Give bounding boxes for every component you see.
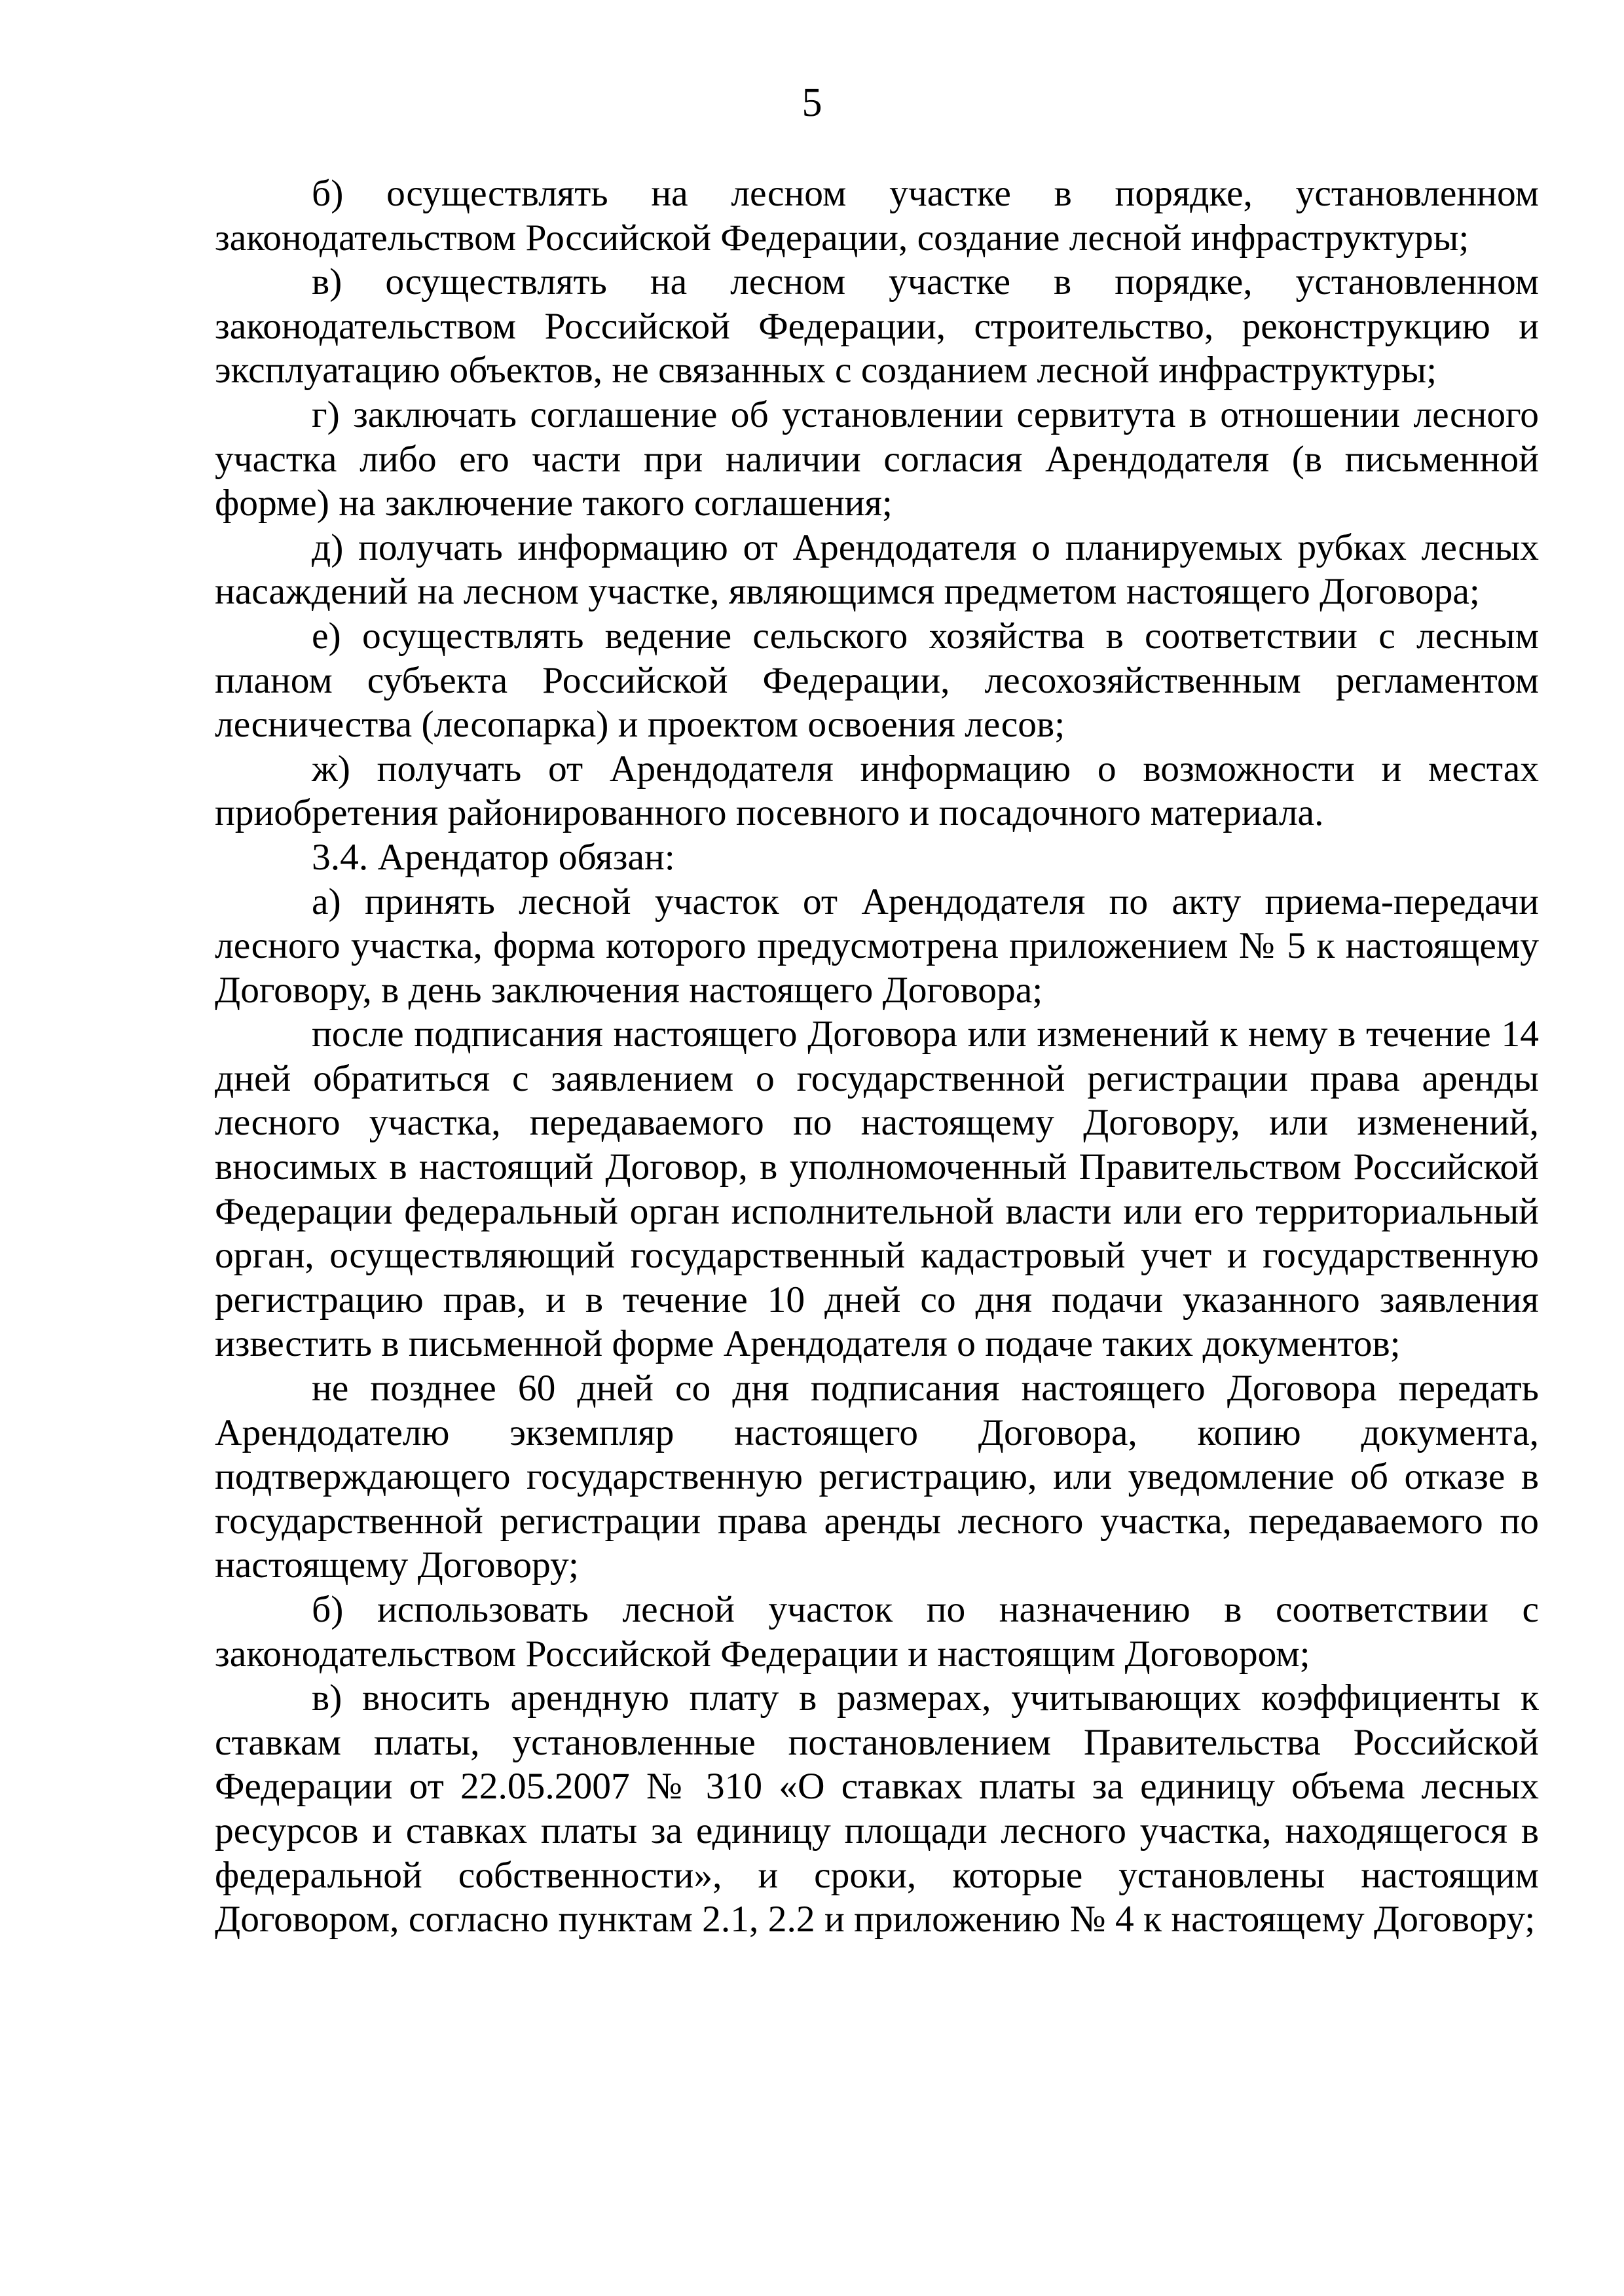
paragraph-3-4-v: в) вносить арендную плату в размерах, учитывающих коэффициенты к ставкам платы, установленные постановлением Правительства Российской Федерации от 22.05.2007 № 310 «О ставках платы за единицу объема лесных ресурсов и ставках платы за единицу площади лесного участка, находящегося в федеральной собственности», и сроки, которые установлены настоящим Договором, согласно пунктам 2.1, 2.2 и приложению № 4 к настоящему Договору; (215, 1677, 1539, 1941)
page-number: 5 (802, 81, 822, 125)
paragraph-3-4-registration: после подписания настоящего Договора или изменений к нему в течение 14 дней обратиться с заявлением о государственной регистрации права аренды лесного участка, передаваемого по настоящему Договору, или изменений, вносимых в настоящий Договор, в уполномоченный Правительством Российской Федерации федеральный орган исполнительной власти или его территориальный орган, осуществляющий государственный кадастровый учет и государственную регистрацию прав, и в течение 10 дней со дня подачи указанного заявления известить в письменной форме Арендодателя о подаче таких документов; (215, 1013, 1539, 1365)
paragraph-3-3-zh: ж) получать от Арендодателя информацию о возможности и местах приобретения районированного посевного и посадочного материала. (215, 748, 1539, 834)
paragraph-3-4-b: б) использовать лесной участок по назначению в соответствии с законодательством Российской Федерации и настоящим Договором; (215, 1589, 1539, 1675)
paragraph-3-4-transfer-copy: не позднее 60 дней со дня подписания настоящего Договора передать Арендодателю экземпляр настоящего Договора, копию документа, подтверждающего государственную регистрацию, или уведомление об отказе в государственной регистрации права аренды лесного участка, передаваемого по настоящему Договору; (215, 1368, 1539, 1586)
paragraph-3-3-d: д) получать информацию от Арендодателя о планируемых рубках лесных насаждений на лесном участке, являющимся предметом настоящего Договора; (215, 526, 1539, 613)
document-body (215, 172, 1539, 1942)
paragraph-3-3-e: е) осуществлять ведение сельского хозяйства в соответствии с лесным планом субъекта Российской Федерации, лесохозяйственным регламентом лесничества (лесопарка) и проектом освоения лесов; (215, 615, 1539, 746)
paragraph-3-3-g: г) заключать соглашение об установлении сервитута в отношении лесного участка либо его части при наличии согласия Арендодателя (в письменной форме) на заключение такого соглашения; (215, 393, 1539, 524)
section-heading-3-4: 3.4. Арендатор обязан: (312, 836, 675, 878)
paragraph-3-4-a: а) принять лесной участок от Арендодателя по акту приема-передачи лесного участка, форма которого предусмотрена приложением № 5 к настоящему Договору, в день заключения настоящего Договора; (215, 881, 1539, 1011)
paragraph-3-3-b: б) осуществлять на лесном участке в порядке, установленном законодательством Российской Федерации, создание лесной инфраструктуры; (215, 173, 1539, 259)
paragraph-3-3-v: в) осуществлять на лесном участке в порядке, установленном законодательством Российской Федерации, строительство, реконструкцию и эксплуатацию объектов, не связанных с созданием лесной инфраструктуры; (215, 261, 1539, 392)
